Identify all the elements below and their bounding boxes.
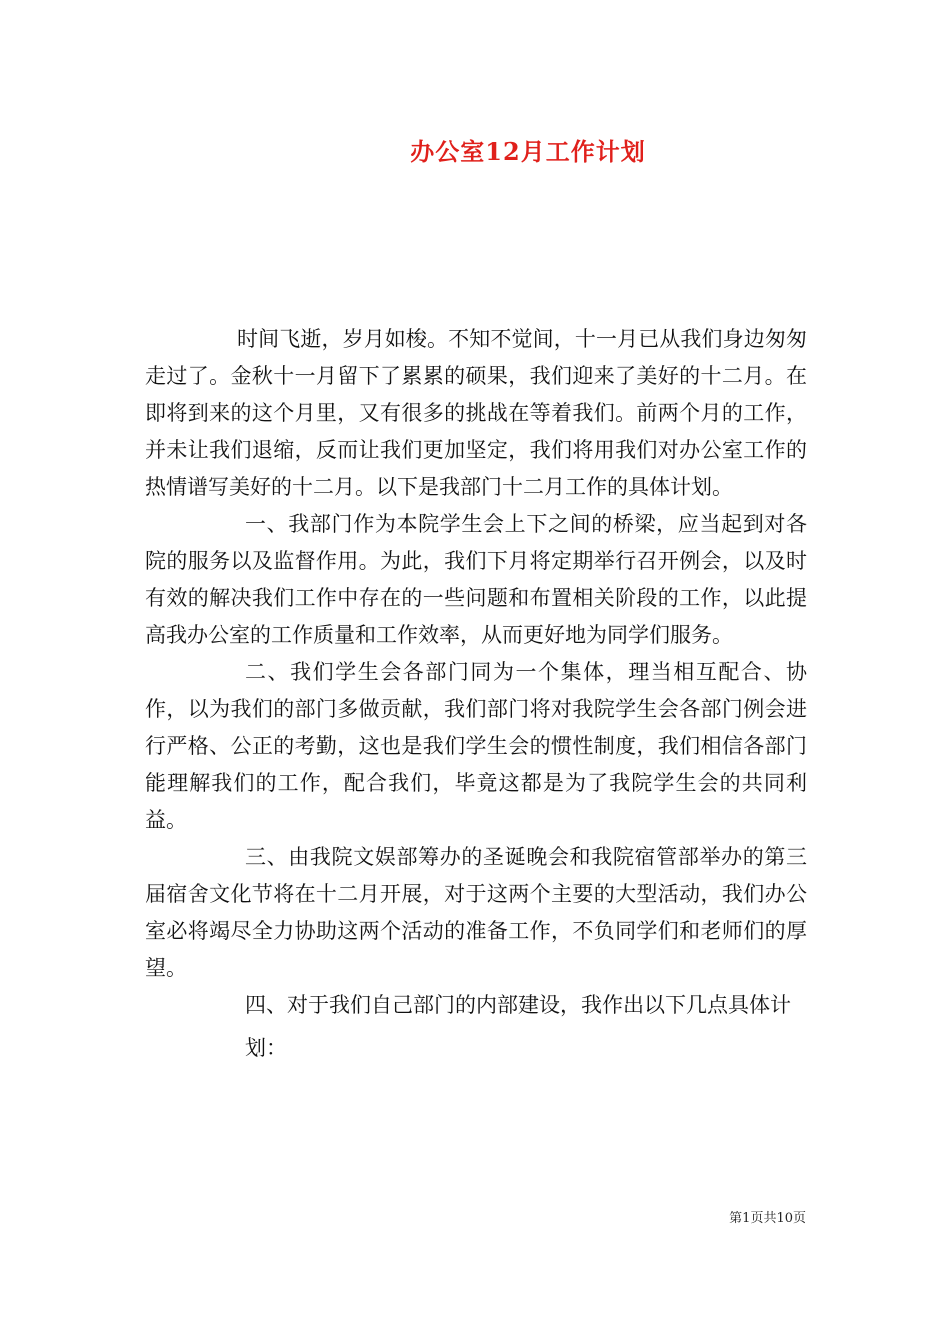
document-title: 办公室12月工作计划	[410, 137, 646, 166]
paragraph-trailing: 划：	[245, 1036, 287, 1060]
paragraph-item-4: 四、对于我们自己部门的内部建设，我作出以下几点具体计	[245, 993, 791, 1017]
document-body	[145, 321, 807, 1067]
paragraph-item-2: 二、我们学生会各部门同为一个集体，理当相互配合、协作，以为我们的部门多做贡献，我们部门将对我院学生会各部门例会进行严格、公正的考勤，这也是我们学生会的惯性制度，我们相信各部门能理解我们的工作，配合我们，毕竟这都是为了我院学生会的共同利益。	[145, 660, 807, 832]
paragraph-item-1: 一、我部门作为本院学生会上下之间的桥梁，应当起到对各院的服务以及监督作用。为此，我们下月将定期举行召开例会，以及时有效的解决我们工作中存在的一些问题和布置相关阶段的工作，以此提高我办公室的工作质量和工作效率，从而更好地为同学们服务。	[145, 512, 807, 647]
paragraph-item-3: 三、由我院文娱部筹办的圣诞晚会和我院宿管部举办的第三届宿舍文化节将在十二月开展，对于这两个主要的大型活动，我们办公室必将竭尽全力协助这两个活动的准备工作，不负同学们和老师们的厚望。	[145, 845, 807, 980]
page-number-footer: 第1页共10页	[729, 1211, 806, 1226]
paragraph-intro: 时间飞逝，岁月如梭。不知不觉间，十一月已从我们身边匆匆走过了。金秋十一月留下了累累的硕果，我们迎来了美好的十二月。在即将到来的这个月里，又有很多的挑战在等着我们。前两个月的工作，并未让我们退缩，反而让我们更加坚定，我们将用我们对办公室工作的热情谱写美好的十二月。以下是我部门十二月工作的具体计划。	[145, 327, 807, 499]
